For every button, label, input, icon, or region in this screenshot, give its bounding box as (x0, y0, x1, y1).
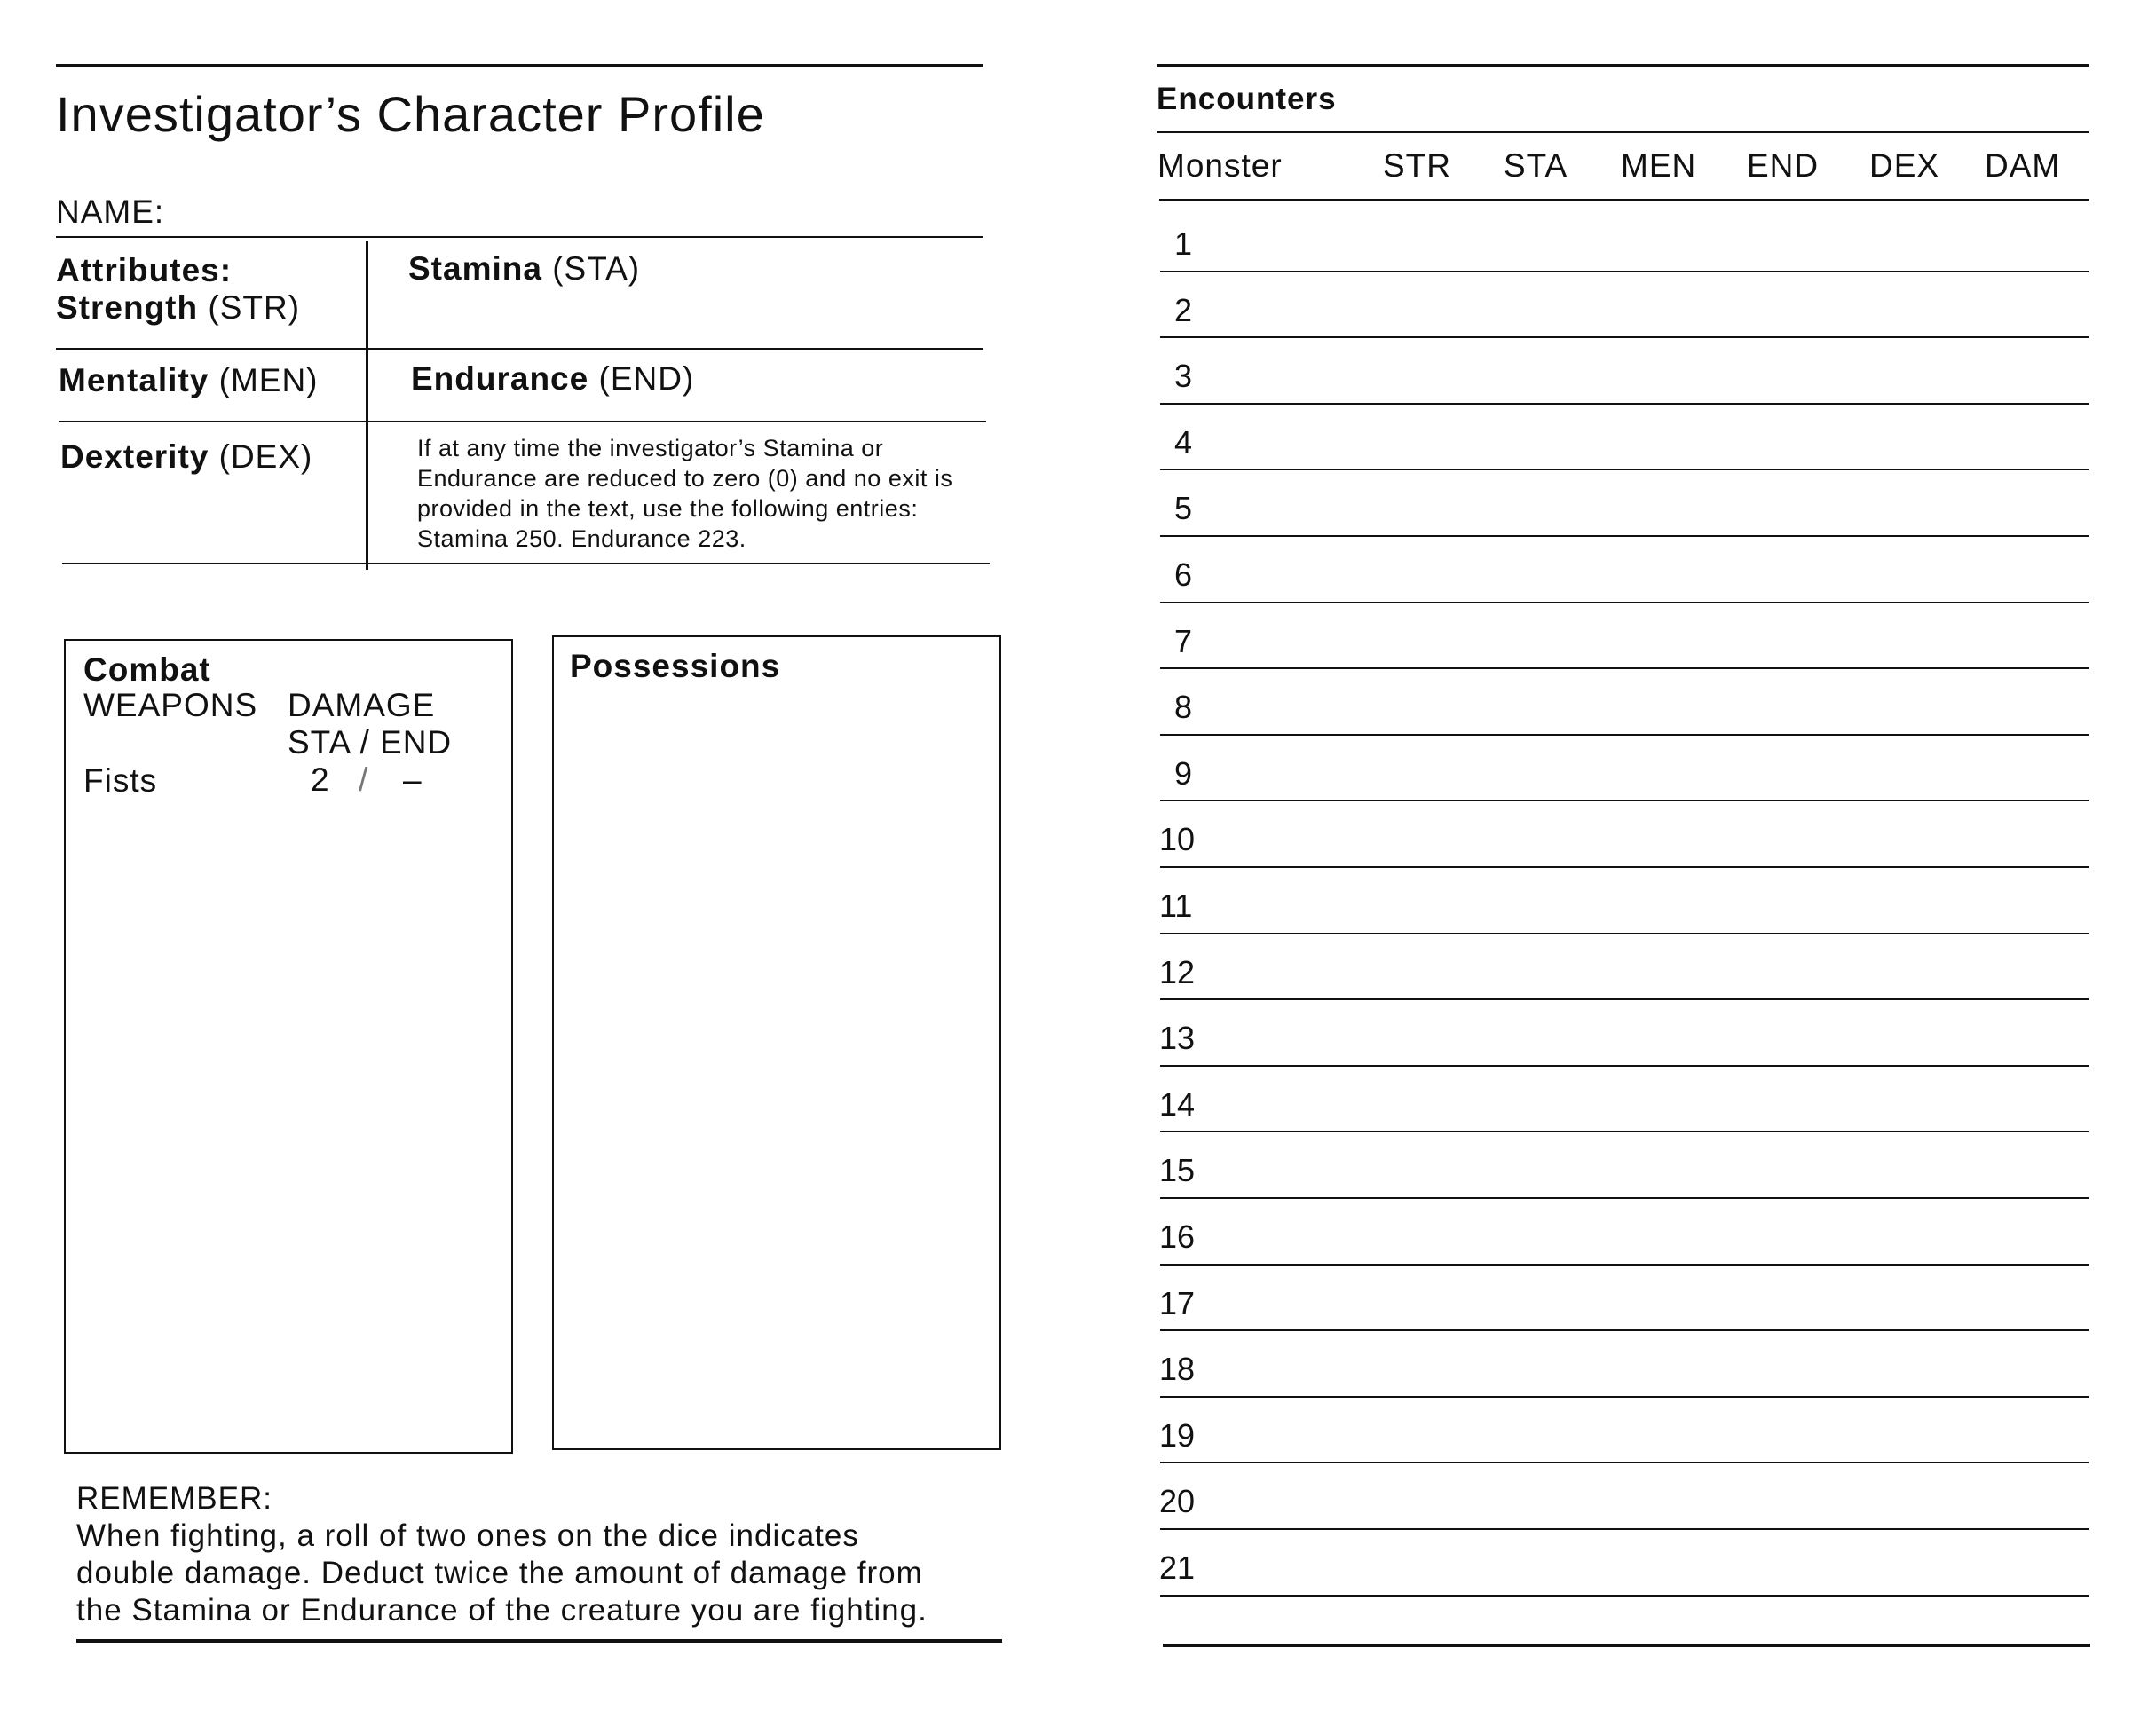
encounter-row-number: 19 (1159, 1416, 1196, 1454)
encounter-row-rule (1160, 1197, 2089, 1199)
encounter-row-number: 12 (1159, 953, 1196, 990)
encounter-row-number: 6 (1174, 556, 1193, 593)
encounter-row-rule (1160, 1528, 2089, 1530)
encounters-title: Encounters (1157, 82, 1337, 116)
possessions-box[interactable] (552, 635, 1001, 1450)
note-line: provided in the text, use the following entries: (417, 495, 919, 522)
encounter-row-number: 18 (1159, 1351, 1196, 1388)
remember-note (76, 1480, 928, 1629)
remember-label: REMEMBER: (76, 1481, 272, 1516)
name-field[interactable] (178, 188, 981, 233)
encounter-row[interactable] (1157, 1002, 2089, 1068)
encounter-row-number: 8 (1174, 689, 1193, 726)
bottom-rule-left (76, 1639, 1002, 1643)
attribute-row-rule-3 (62, 563, 990, 564)
attribute-row-rule-1 (56, 348, 983, 350)
encounter-row[interactable] (1157, 208, 2089, 274)
page-title: Investigator’s Character Profile (56, 86, 765, 142)
encounter-row-number: 2 (1174, 291, 1193, 328)
attribute-row-rule-2 (59, 421, 986, 422)
strength-field[interactable] (56, 248, 362, 346)
encounter-row[interactable] (1157, 1134, 2089, 1201)
combat-title: Combat (83, 651, 211, 688)
damage-header: DAMAGE (288, 687, 436, 723)
remember-line: When fighting, a roll of two ones on the dice indicates (76, 1518, 859, 1553)
encounter-row[interactable] (1157, 671, 2089, 737)
dexterity-label: Dexterity (60, 438, 209, 475)
column-dex: DEX (1869, 147, 1940, 184)
encounter-row[interactable] (1157, 274, 2089, 341)
note-line: Endurance are reduced to zero (0) and no exit is (417, 465, 953, 492)
encounter-row-rule (1160, 336, 2089, 338)
encounter-row-number: 5 (1174, 490, 1193, 527)
column-monster: Monster (1157, 147, 1283, 184)
encounters-header-rule (1159, 199, 2089, 201)
encounters-title-rule (1157, 131, 2089, 133)
bottom-rule-right (1163, 1644, 2090, 1647)
mentality-field[interactable] (56, 351, 362, 421)
stamina-label: Stamina (408, 250, 542, 287)
encounter-row[interactable] (1157, 605, 2089, 672)
encounter-row[interactable] (1157, 1400, 2089, 1466)
stamina-field[interactable] (373, 248, 981, 346)
encounter-row-number: 4 (1174, 423, 1193, 461)
name-label: NAME: (56, 193, 165, 230)
encounter-row-number: 10 (1159, 821, 1196, 858)
encounter-row-number: 3 (1174, 358, 1193, 395)
encounter-row-number: 9 (1174, 754, 1193, 792)
dexterity-field[interactable] (59, 426, 362, 559)
note-line: Stamina 250. Endurance 223. (417, 525, 746, 552)
encounter-row[interactable] (1157, 1267, 2089, 1334)
encounter-row-rule (1160, 800, 2089, 801)
strength-label: Strength (56, 289, 199, 326)
encounter-row-rule (1160, 1329, 2089, 1331)
encounter-row[interactable] (1157, 472, 2089, 539)
encounter-row[interactable] (1157, 1532, 2089, 1598)
top-rule-right (1157, 64, 2089, 67)
encounter-row[interactable] (1157, 870, 2089, 936)
encounter-row-number: 14 (1159, 1085, 1196, 1123)
encounter-row-rule (1160, 734, 2089, 736)
encounter-row-number: 13 (1159, 1020, 1196, 1057)
mentality-label: Mentality (59, 362, 209, 398)
top-rule-left (56, 64, 983, 67)
attributes-label: Attributes: (56, 252, 233, 288)
encounter-row[interactable] (1157, 1068, 2089, 1135)
encounter-row-rule (1160, 866, 2089, 868)
strength-abbr: (STR) (198, 289, 301, 326)
possessions-title: Possessions (570, 648, 781, 684)
combat-box[interactable] (64, 639, 513, 1454)
encounter-row-rule (1160, 602, 2089, 603)
zero-stats-note (417, 433, 952, 554)
endurance-abbr: (END) (588, 360, 695, 397)
weapons-header: WEAPONS (83, 687, 258, 723)
weapon-name: Fists (83, 762, 158, 799)
encounter-row-rule (1160, 1131, 2089, 1132)
encounter-row-rule (1160, 535, 2089, 537)
remember-line: the Stamina or Endurance of the creature you are fighting. (76, 1593, 928, 1628)
weapon-end-damage: – (403, 761, 423, 798)
encounter-row[interactable] (1157, 1333, 2089, 1400)
encounter-row[interactable] (1157, 1201, 2089, 1267)
encounter-row-rule (1160, 403, 2089, 405)
encounter-row-rule (1160, 1396, 2089, 1398)
encounter-row-number: 7 (1174, 622, 1193, 659)
encounter-row-number: 16 (1159, 1218, 1196, 1255)
encounter-row-rule (1160, 998, 2089, 1000)
encounter-row-number: 11 (1159, 887, 1193, 924)
dexterity-abbr: (DEX) (209, 438, 313, 475)
endurance-label: Endurance (411, 360, 589, 397)
weapon-sta-damage: 2 (311, 761, 330, 798)
column-end: END (1747, 147, 1820, 184)
encounter-row[interactable] (1157, 936, 2089, 1003)
encounter-row-number: 20 (1159, 1483, 1196, 1520)
encounter-row-number: 21 (1159, 1549, 1196, 1586)
encounter-row-rule (1160, 667, 2089, 669)
note-line: If at any time the investigator’s Stamina or (417, 435, 884, 461)
encounter-row[interactable] (1157, 406, 2089, 473)
column-sta: STA (1504, 147, 1568, 184)
column-men: MEN (1621, 147, 1697, 184)
damage-subheader: STA / END (288, 724, 453, 761)
mentality-abbr: (MEN) (209, 362, 319, 398)
column-str: STR (1383, 147, 1451, 184)
encounter-row[interactable] (1157, 539, 2089, 605)
encounter-row-rule (1160, 1264, 2089, 1266)
encounter-row[interactable] (1157, 340, 2089, 406)
stamina-abbr: (STA) (541, 250, 641, 287)
encounter-row-rule (1160, 469, 2089, 470)
weapon-damage-separator: / (359, 761, 369, 798)
remember-line: double damage. Deduct twice the amount of damage from (76, 1556, 923, 1590)
encounter-row[interactable] (1157, 803, 2089, 870)
encounter-row-rule (1160, 1595, 2089, 1597)
column-dam: DAM (1985, 147, 2061, 184)
name-rule (56, 236, 983, 238)
encounter-row-number: 15 (1159, 1152, 1196, 1189)
encounter-row-rule (1160, 1065, 2089, 1067)
encounter-row-rule (1160, 271, 2089, 272)
encounter-row-number: 1 (1174, 225, 1193, 262)
encounter-row-rule (1160, 1462, 2089, 1463)
encounter-row[interactable] (1157, 737, 2089, 804)
encounter-row-number: 17 (1159, 1284, 1196, 1321)
endurance-field[interactable] (373, 351, 981, 421)
attributes-divider (366, 241, 368, 570)
encounter-row-rule (1160, 933, 2089, 934)
encounter-row[interactable] (1157, 1465, 2089, 1532)
